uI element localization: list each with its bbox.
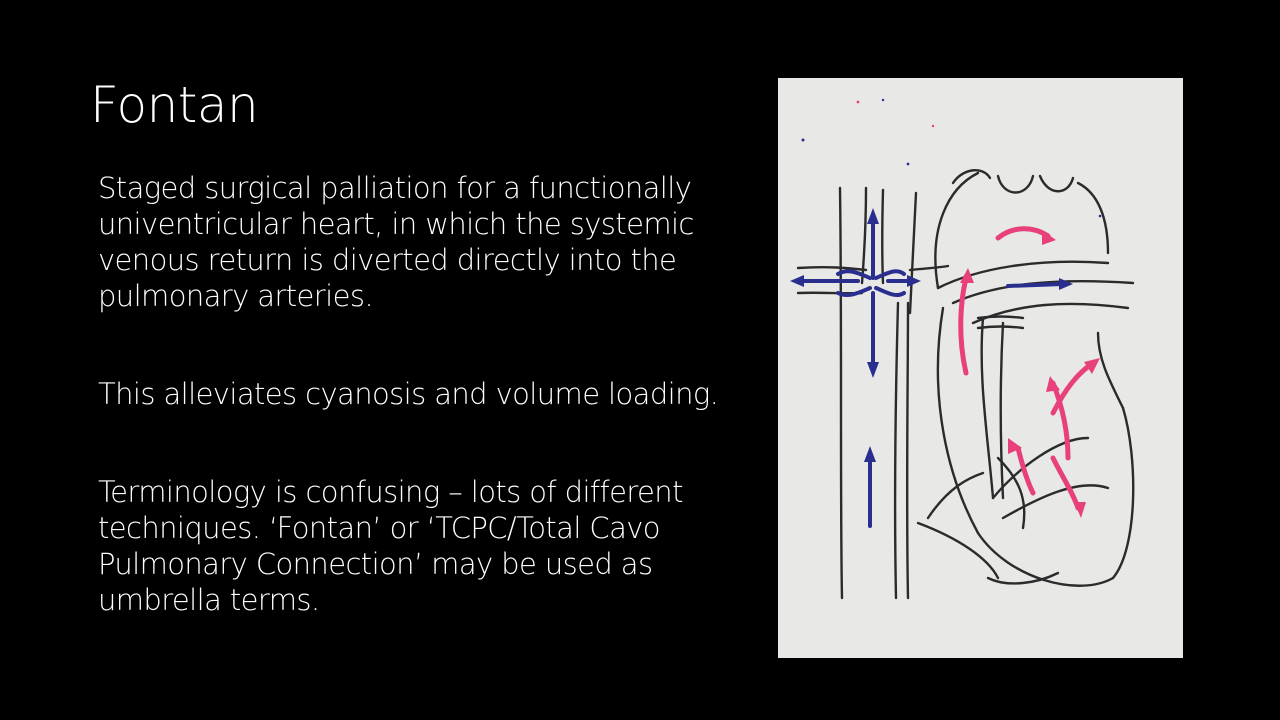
- fontan-sketch: [778, 78, 1183, 658]
- ivc-wall-2: [907, 303, 908, 598]
- svc-left-wall: [840, 188, 842, 598]
- slide-title: Fontan: [90, 76, 259, 134]
- paragraph-benefit: This alleviates cyanosis and volume loading.: [98, 377, 719, 411]
- svc-inner-wall-right: [882, 190, 883, 283]
- paragraph-definition: Staged surgical palliation for a functionally univentricular heart, in which the systemic venous return is diverted directly into the pulmonary arteries.: [98, 171, 694, 313]
- paragraph-terminology: Terminology is confusing – lots of different techniques. ‘Fontan’ or ‘TCPC/Total Cavo Pulmonary Connection’ may be used as umbrella terms.: [98, 475, 683, 617]
- fontan-sketch-photo: [778, 78, 1183, 658]
- conduit-flow: [1008, 284, 1063, 286]
- paper-background: [778, 78, 1183, 658]
